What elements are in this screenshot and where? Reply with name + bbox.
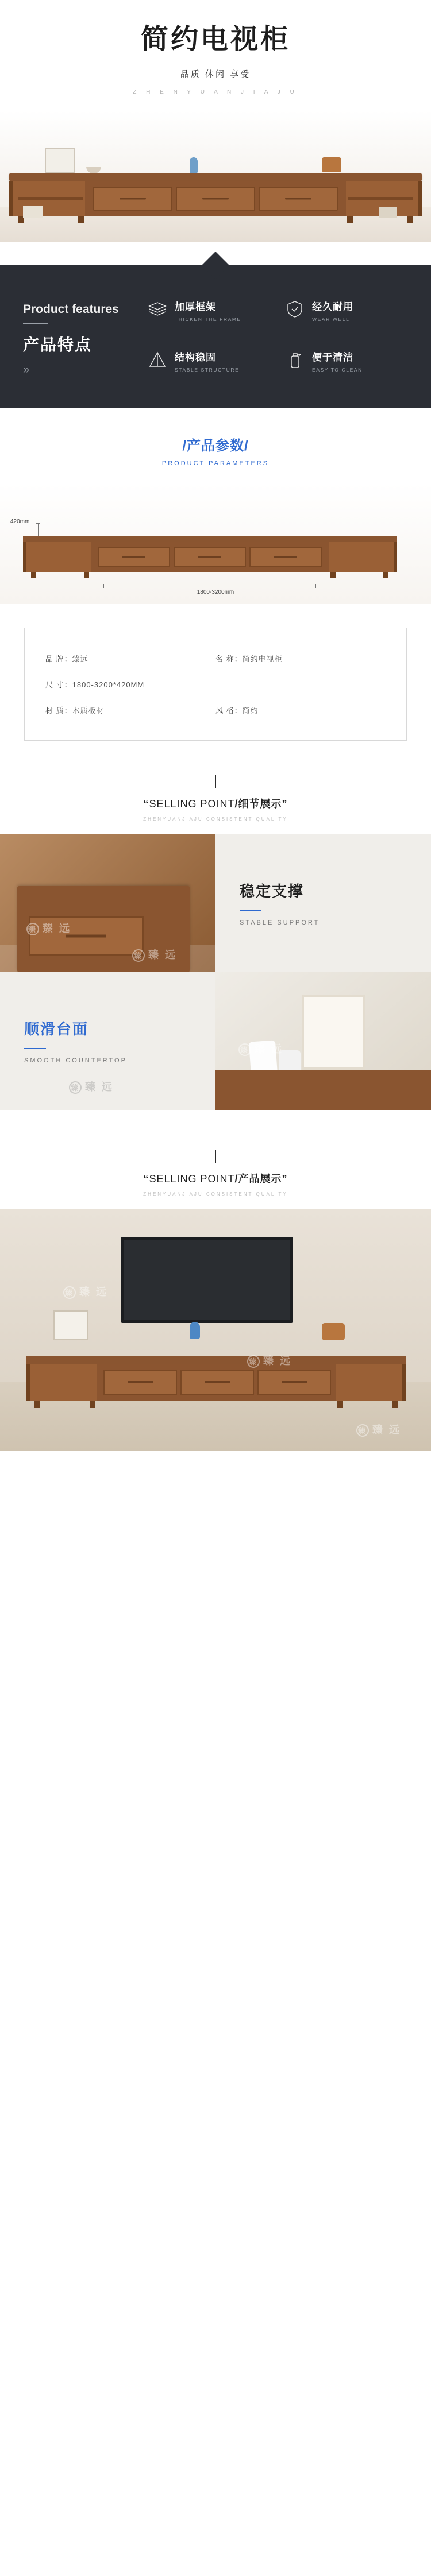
cabinet-left-shelf [26,1364,97,1401]
watermark-text: 臻 远 [263,1355,293,1367]
spec-table-wrap [0,604,431,758]
decor-photo-frame [53,1310,88,1340]
quote-close: ” [282,798,288,810]
cabinet-leg [34,1401,40,1408]
cabinet-leg [330,572,336,578]
cabinet-leg [383,572,388,578]
spec-value: 简约电视柜 [242,654,283,663]
cabinet-right-shelf [329,542,397,572]
title-bar [215,775,216,788]
cabinet-leg [78,216,84,223]
decor-basket-left [23,206,43,218]
table-row [45,671,386,697]
watermark-text: 臻 远 [79,1286,109,1298]
spec-value: 臻远 [72,654,88,663]
decor-horse-figurine [322,1323,345,1340]
feature-title: 加厚框架 [175,301,216,312]
header-subtitle: 品质 休闲 享受 [180,69,251,79]
spray-bottle-icon [284,349,305,370]
parameters-title-cn: /产品参数/ [182,438,249,454]
cabinet-drawer [259,187,338,211]
brand-pinyin: Z H E N Y U A N J I A J U [133,88,298,95]
quote-open: “ [143,1173,149,1185]
cabinet-leg [407,216,413,223]
caption-underline [240,910,261,911]
caption-underline [24,1048,46,1049]
cabinet-leg [84,572,89,578]
selling-point-sep: / [234,1173,238,1185]
spec-key: 名 称： [216,654,243,663]
parameters-section-title [0,408,431,473]
watermark-badge: 臻 [63,1286,76,1299]
photo-drawer [29,916,144,956]
cabinet-left-shelf [9,181,85,216]
spec-value: 木质板材 [72,706,105,715]
feature-title: 经久耐用 [312,301,353,312]
spec-key: 尺 寸： [45,680,72,689]
cabinet-top-board [26,1356,406,1364]
selling-point-sep: / [234,798,238,810]
spec-cell [216,705,386,715]
decor-bird-figurine [190,1322,200,1339]
features-panel [0,265,431,408]
selling-point-product-title [0,1133,431,1209]
showcase-cabinet [26,1340,406,1408]
subtitle-row [0,68,431,80]
detail-gap [0,1110,431,1133]
cabinet-drawer [176,187,255,211]
watermark-text: 臻 远 [148,949,178,961]
cabinet-leg [392,1401,398,1408]
photo-picture-frame [302,995,365,1070]
showcase-television [121,1237,293,1323]
cabinet-drawer-unit [85,181,346,216]
cabinet-leg [90,1401,95,1408]
spec-cell [45,653,216,664]
feature-item [284,349,408,377]
detail-row-stable-support [0,834,431,972]
cabinet-drawer-unit [91,542,329,572]
parameters-title-en: PRODUCT PARAMETERS [161,459,270,467]
spec-key: 品 牌： [45,654,72,663]
watermark-badge: 臻 [26,923,39,935]
spec-table [24,628,407,741]
cabinet-drawer [93,187,172,211]
selling-point-sub: ZHENYUANJIAJU CONSISTENT QUALITY [143,816,288,822]
cabinet-drawer [257,1370,331,1395]
selling-point-heading [0,1171,431,1186]
cabinet-left-shelf [23,542,91,572]
watermark-text: 臻 远 [372,1424,402,1436]
detail-photo-countertop [216,972,431,1110]
detail-caption-en: STABLE SUPPORT [240,919,320,927]
feature-subtitle: WEAR WELL [312,316,350,322]
cabinet-leg [347,216,353,223]
detail-row-smooth-countertop [0,972,431,1110]
cabinet-top-board [9,173,422,181]
feature-item [147,299,271,326]
cabinet-leg [31,572,36,578]
feature-item [284,299,408,326]
table-row [45,697,386,723]
watermark-text: 臻 远 [255,1043,284,1055]
feature-title: 便于清洁 [312,351,353,363]
detail-caption-cn: 稳定支撑 [240,883,305,900]
watermark-badge: 臻 [238,1043,251,1056]
selling-point-en: SELLING POINT [149,1173,235,1185]
table-row [45,645,386,671]
detail-caption-stable-support [216,834,431,972]
selling-point-detail-title [0,758,431,834]
watermark-text: 臻 远 [43,922,72,934]
watermark-text: 臻 远 [85,1081,114,1093]
triangle-icon [147,349,168,370]
cabinet-dimension-illustration [23,522,397,577]
watermark [69,1079,114,1094]
features-divider [23,323,48,324]
cabinet-drawer [180,1370,254,1395]
spec-cell [216,653,386,664]
selling-point-cn: 产品展示 [238,1173,282,1185]
watermark-badge: 臻 [69,1081,82,1094]
features-en-title: Product features [23,302,119,316]
selling-point-cn: 细节展示 [238,798,282,810]
cabinet-drawer [249,547,322,567]
product-showcase-image [0,1209,431,1451]
spec-cell [45,705,216,715]
features-heading [23,296,132,377]
shield-icon [284,299,305,319]
spec-cell [45,679,216,690]
watermark-badge: 臻 [356,1424,369,1437]
feature-subtitle: THICKEN THE FRAME [175,316,241,322]
feature-title: 结构稳固 [175,351,216,363]
watermark-badge: 臻 [247,1355,260,1368]
feature-subtitle: STABLE STRUCTURE [175,366,240,373]
hero-product-image [0,110,431,242]
cabinet-drawer [174,547,246,567]
detail-caption-smooth-countertop [0,972,216,1110]
dimension-diagram [0,483,431,604]
tv-cabinet-illustration [9,154,422,223]
quote-close: ” [282,1173,288,1185]
width-label: 1800-3200mm [197,589,234,595]
selling-point-sub: ZHENYUANJIAJU CONSISTENT QUALITY [143,1191,288,1197]
photo-tabletop [216,1070,431,1110]
spec-cell-empty [216,679,386,690]
page-title: 简约电视柜 [140,24,290,55]
selling-point-heading [0,796,431,811]
cabinet-leg [337,1401,343,1408]
feature-item [147,349,271,377]
layers-icon [147,299,168,319]
spec-value: 简约 [242,706,259,715]
cabinet-drawer-unit [97,1364,336,1401]
features-list [147,296,408,377]
spec-key: 材 质： [45,706,72,715]
cabinet-drawer [103,1370,177,1395]
watermark-badge: 臻 [132,949,145,962]
cabinet-drawer [98,547,170,567]
title-bar [215,1150,216,1163]
features-arrow-icon: » [23,363,30,376]
detail-caption-cn: 顺滑台面 [24,1020,89,1038]
decor-basket-right [379,207,397,218]
spec-key: 风 格： [216,706,243,715]
spec-value: 1800-3200*420MM [72,680,145,689]
feature-subtitle: EASY TO CLEAN [312,366,363,373]
selling-point-en: SELLING POINT [149,798,235,810]
page-header [0,0,431,110]
quote-open: “ [143,798,149,810]
detail-caption-en: SMOOTH COUNTERTOP [24,1057,127,1065]
cabinet-top-board [23,536,397,542]
cabinet-right-shelf [336,1364,406,1401]
features-cn-title: 产品特点 [23,335,93,354]
height-label: 420mm [10,518,30,525]
detail-photo-cabinet-corner [0,834,216,972]
